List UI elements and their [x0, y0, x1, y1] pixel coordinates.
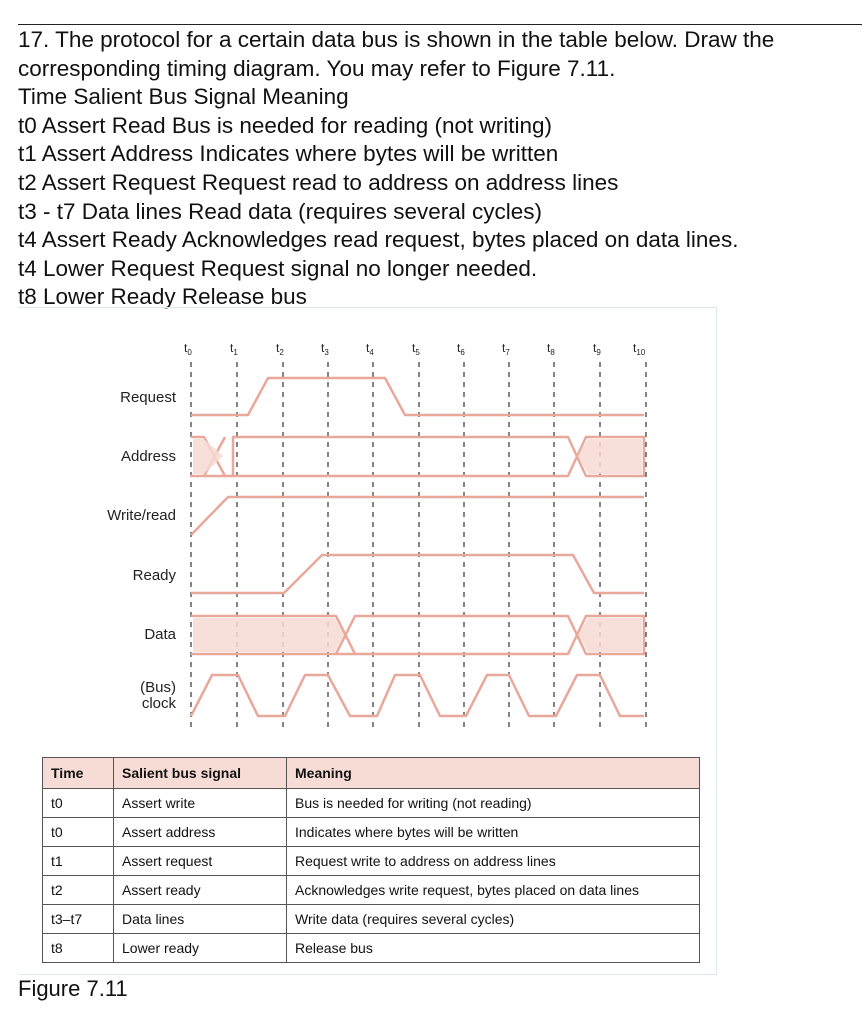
signal-label-clock: clock [141, 695, 176, 712]
shaded-regions [193, 439, 642, 652]
time-label-t5: $t_5$ [412, 341, 420, 357]
table-row [43, 905, 700, 934]
question-line: t1 Assert Address Indicates where bytes will be written [18, 141, 559, 167]
question-line: t8 Lower Ready Release bus [18, 284, 307, 310]
cell-signal: Assert request [114, 847, 287, 876]
cell-signal: Assert ready [114, 876, 287, 905]
time-label-t8: $t_8$ [547, 341, 555, 357]
cell-signal: Data lines [114, 905, 287, 934]
signal-label-data: Data [144, 626, 176, 643]
protocol-table [42, 757, 700, 963]
header-time: Time [43, 758, 114, 789]
table-row [43, 818, 700, 847]
table-row [43, 934, 700, 963]
question-line: t2 Assert Request Request read to address on address lines [18, 169, 619, 195]
time-label-t10: $t_{10}$ [633, 341, 646, 357]
time-label-t1: $t_1$ [230, 341, 238, 357]
time-guides [191, 362, 646, 728]
time-labels [184, 341, 646, 357]
question-line: t4 Assert Ready Acknowledges read request, bytes placed on data lines. [18, 227, 739, 253]
cell-meaning: Request write to address on address lines [287, 847, 700, 876]
cell-time: t8 [43, 934, 114, 963]
cell-meaning: Release bus [287, 934, 700, 963]
question-line: Time Salient Bus Signal Meaning [18, 84, 349, 110]
cell-signal: Lower ready [114, 934, 287, 963]
table-row [43, 789, 700, 818]
figure-caption: Figure 7.11 [18, 976, 128, 1001]
time-label-t2: $t_2$ [276, 341, 284, 357]
ready-waveform [191, 555, 644, 593]
cell-time: t3–t7 [43, 905, 114, 934]
signal-label-ready: Ready [132, 567, 176, 584]
question-line: t0 Assert Read Bus is needed for reading (not writing) [18, 112, 553, 138]
signal-label-address: Address [120, 448, 176, 465]
waveforms [191, 378, 644, 716]
time-label-t7: $t_7$ [502, 341, 510, 357]
table-row [43, 847, 700, 876]
header-meaning: Meaning [287, 758, 700, 789]
table-header-row [43, 758, 700, 789]
cell-signal: Assert address [114, 818, 287, 847]
question-line: t3 - t7 Data lines Read data (requires several cycles) [18, 198, 542, 224]
cell-meaning: Bus is needed for writing (not reading) [287, 789, 700, 818]
request-waveform [191, 378, 644, 415]
cell-time: t0 [43, 818, 114, 847]
signal-label-bus: (Bus) [140, 679, 176, 696]
cell-time: t0 [43, 789, 114, 818]
address-shade-start [193, 439, 223, 474]
question-line: t4 Lower Request Request signal no longer needed. [18, 255, 538, 281]
table-row [43, 876, 700, 905]
write-read-waveform [191, 497, 644, 535]
cell-time: t2 [43, 876, 114, 905]
cell-signal: Assert write [114, 789, 287, 818]
cell-meaning: Indicates where bytes will be written [287, 818, 700, 847]
question-line: corresponding timing diagram. You may refer to Figure 7.11. [18, 55, 616, 81]
time-label-t9: $t_9$ [593, 341, 601, 357]
time-label-t0: $t_0$ [184, 341, 192, 357]
clock-waveform [191, 675, 644, 716]
signal-label-request: Request [120, 389, 176, 406]
signal-labels [107, 389, 177, 712]
time-label-t6: $t_6$ [457, 341, 465, 357]
cell-meaning: Acknowledges write request, bytes placed on data lines [287, 876, 700, 905]
question-line: 17. The protocol for a certain data bus is shown in the table below. Draw the [18, 27, 775, 52]
time-label-t4: $t_4$ [366, 341, 374, 357]
data-shade-end [578, 618, 642, 652]
header-signal: Salient bus signal [114, 758, 287, 789]
cell-time: t1 [43, 847, 114, 876]
address-shade-end [578, 439, 642, 474]
cell-meaning: Write data (requires several cycles) [287, 905, 700, 934]
data-shade-start [193, 618, 344, 652]
address-waveform [191, 437, 644, 476]
signal-label-write-read: Write/read [107, 507, 176, 524]
time-label-t3: $t_3$ [321, 341, 329, 357]
